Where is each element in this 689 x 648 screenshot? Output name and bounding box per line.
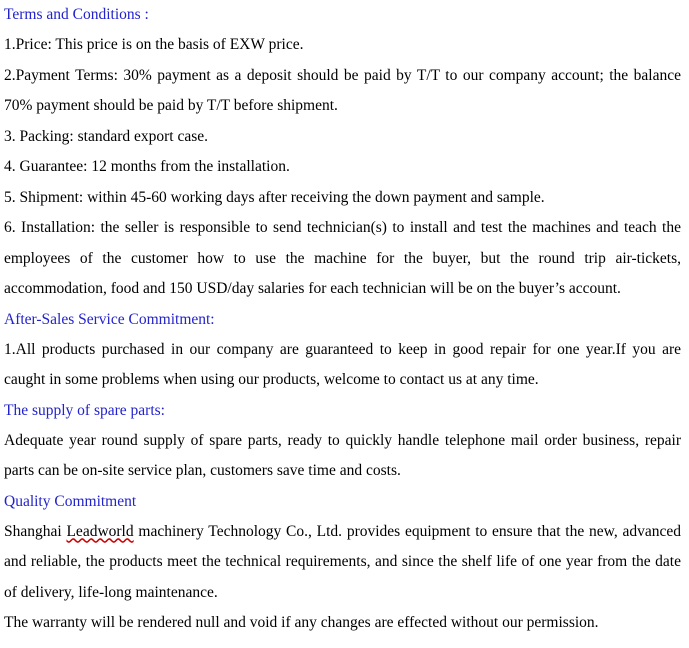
section-heading-quality: Quality Commitment [4,492,137,510]
section-heading-after-sales: After-Sales Service Commitment: [4,310,215,328]
section-after-sales-service [4,305,681,396]
terms-item-guarantee: 4. Guarantee: 12 months from the installation. [4,158,290,175]
spare-parts-paragraph: Adequate year round supply of spare parts, ready to quickly handle telephone mail order business, repair parts can be on-site service plan, customers save time and costs. [4,431,681,479]
terms-item-price: 1.Price: This price is on the basis of EXW price. [4,36,304,53]
section-terms-and-conditions [4,0,681,305]
quality-paragraph-main [4,517,681,609]
quality-text-before: Shanghai [4,522,67,540]
section-quality-commitment [4,487,681,639]
terms-item-payment: 2.Payment Terms: 30% payment as a deposit should be paid by T/T to our company account; the balance 70% payment should be paid by T/T before shipment. [4,66,681,114]
section-heading-terms: Terms and Conditions : [4,6,149,23]
quality-text-after: machinery Technology Co., Ltd. provides equipment to ensure that the new, advanced and reliable, the products meet the technical requirements, and since the shelf life of one year from the date of delivery, life-long maintenance. [4,522,681,601]
section-spare-parts [4,396,681,487]
quality-paragraph-warranty: The warranty will be rendered null and void if any changes are effected without our permission. [4,614,599,631]
misspelled-company-name: Leadworld [66,522,134,540]
section-heading-spare-parts: The supply of spare parts: [4,401,165,419]
terms-item-shipment: 5. Shipment: within 45-60 working days after receiving the down payment and sample. [4,188,545,206]
after-sales-paragraph: 1.All products purchased in our company are guaranteed to keep in good repair for one year.If you are caught in some problems when using our products, welcome to contact us at any time. [4,340,681,388]
terms-item-installation: 6. Installation: the seller is responsible to send technician(s) to install and test the machines and teach the employees of the customer how to use the machine for the buyer, but the round trip air-tickets, accommodation, food and 150 USD/day salaries for each technician will be on the buyer’s account. [4,219,681,297]
terms-item-packing: 3. Packing: standard export case. [4,127,209,145]
